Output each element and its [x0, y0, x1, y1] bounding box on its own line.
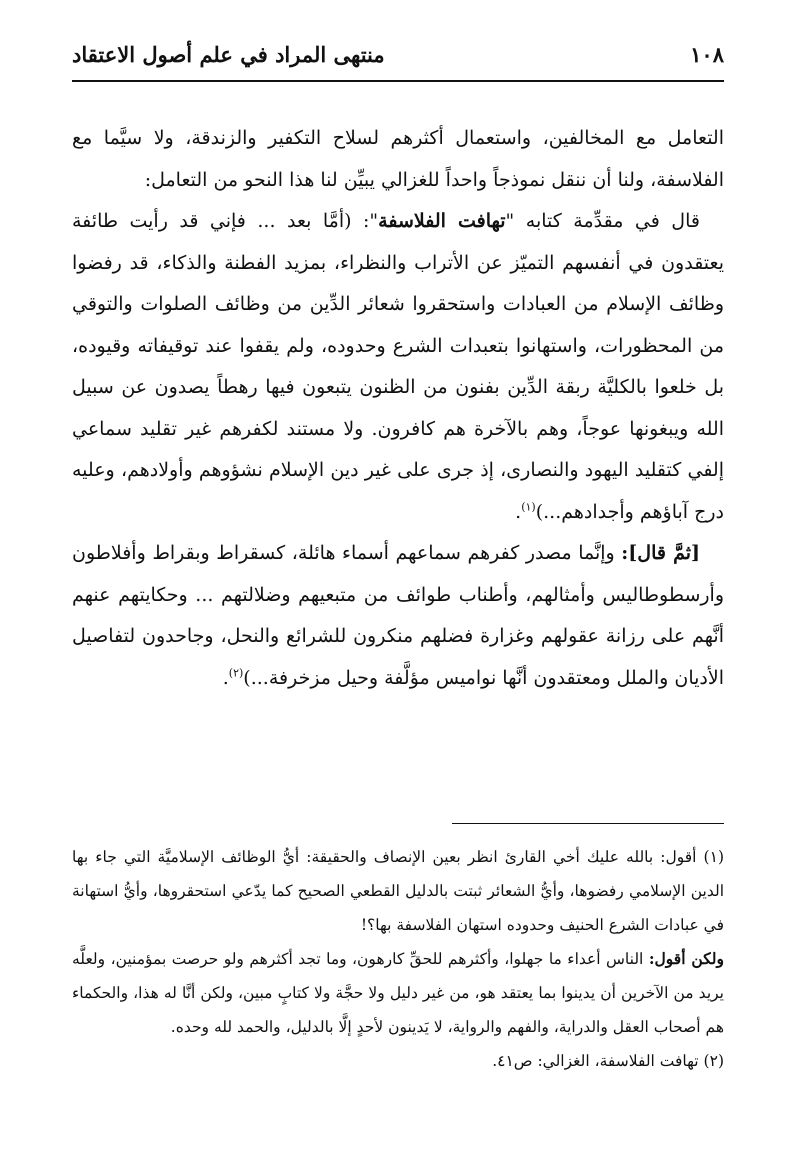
footnote-ref-1[interactable]: (١) — [521, 500, 536, 514]
quote-end-2: . — [222, 666, 229, 689]
running-title: منتهى المراد في علم أصول الاعتقاد — [72, 41, 385, 67]
book-title: تهافت الفلاسفة — [378, 210, 506, 232]
footnote-1 — [72, 840, 724, 942]
footnote-2-number: (٢) — [703, 1052, 724, 1070]
paragraph-intro: التعامل مع المخالفين، واستعمال أكثرهم لسلاح التكفير والزندقة، ولا سيَّما مع الفلاسفة، ولنا أن ننقل نموذجاً واحداً للغزالي يبيِّن لنا هذا النحو من التعامل: — [72, 127, 724, 191]
footnote-ref-2[interactable]: (٢) — [228, 666, 244, 680]
footnote-2 — [72, 1044, 724, 1078]
page-header — [72, 34, 724, 74]
footnote-1-text: بالله عليك أخي القارئ انظر بعين الإنصاف والحقيقة: أيُّ الوظائف الإسلاميَّة التي جاء بها الدين الإسلامي رفضوها، وأيُّ الشعائر ثبتت بالدليل القطعي الصحيح كما يدّعي استحقروها، وأيُّ استهانة في عبادات الشرع الحنيف وحدوده استهان الفلاسفة بها؟! — [72, 848, 724, 934]
footnote-2-text: تهافت الفلاسفة، الغزالي: ص٤١. — [492, 1052, 699, 1070]
quote-lead: قال في مقدِّمة كتابه " — [505, 210, 700, 232]
paragraph-quote-2 — [72, 533, 724, 699]
main-text — [72, 118, 724, 699]
footnote-1-lead: أقول: — [660, 848, 697, 866]
paragraph-quote-1 — [72, 201, 724, 533]
footnote-1-number: (١) — [703, 848, 724, 866]
then-said-label: [ثمَّ قال]: — [621, 542, 700, 564]
footnote-1-continued — [72, 942, 724, 1044]
footnote-separator — [452, 823, 724, 824]
footnotes — [72, 840, 724, 1078]
footnote-1b-text: الناس أعداء ما جهلوا، وأكثرهم للحقِّ كارهون، وما تجد أكثرهم ولو حرصت بمؤمنين، ولعلَّه يريد من الآخرين أن يدينوا بما يعتقد هو، من غير دليل ولا حجَّة ولا كتابٍ مبين، ولكن أنَّا له هذا، والحكماء هم أصحاب العقل والدراية، والفهم والرواية، لا يَدينون لأحدٍ إلَّا بالدليل، والحمد لله وحده. — [72, 950, 724, 1036]
page-number: ١٠٨ — [690, 41, 724, 67]
header-rule — [72, 80, 724, 82]
footnote-1b-lead: ولكن أقول: — [648, 949, 724, 968]
quote-text: ": (أمَّا بعد ... فإني قد رأيت طائفة يعتقدون في أنفسهم التميّز عن الأتراب والنظراء، بمزيد الفطنة والذكاء، قد رفضوا وظائف الإسلام من العبادات واستحقروا شعائر الدِّين من وظائف الصلوات والتوقي من المحظورات، واستهانوا بتعبدات الشرع وحدوده، ولم يقفوا عند توقيفاته وقيوده، بل خلعوا بالكليَّة ربقة الدِّين بفنون من الظنون يتبعون فيها رهطاً يصدون عن سبيل الله ويبغونها عوجاً، وهم بالآخرة هم كافرون. ولا مستند لكفرهم غير تقليد سماعي إلفي كتقليد اليهود والنصارى، إذ جرى على غير دين الإسلام نشؤوهم وأولادهم، وعليه درج آباؤهم وأجدادهم...) — [72, 210, 724, 523]
quote-end: . — [515, 500, 522, 523]
quote-text-2: وإنَّما مصدر كفرهم سماعهم أسماء هائلة، كسقراط وبقراط وأفلاطون وأرسطوطاليس وأمثالهم، وأطناب طوائف من متبعيهم وضلالتهم ... وحكايتهم عنهم أنَّهم على رزانة عقولهم وغزارة فضلهم منكرون للشرائع والنحل، وجاحدون لتفاصيل الأديان والملل ومعتقدون أنَّها نواميس مؤلَّفة وحيل مزخرفة...) — [72, 542, 724, 689]
